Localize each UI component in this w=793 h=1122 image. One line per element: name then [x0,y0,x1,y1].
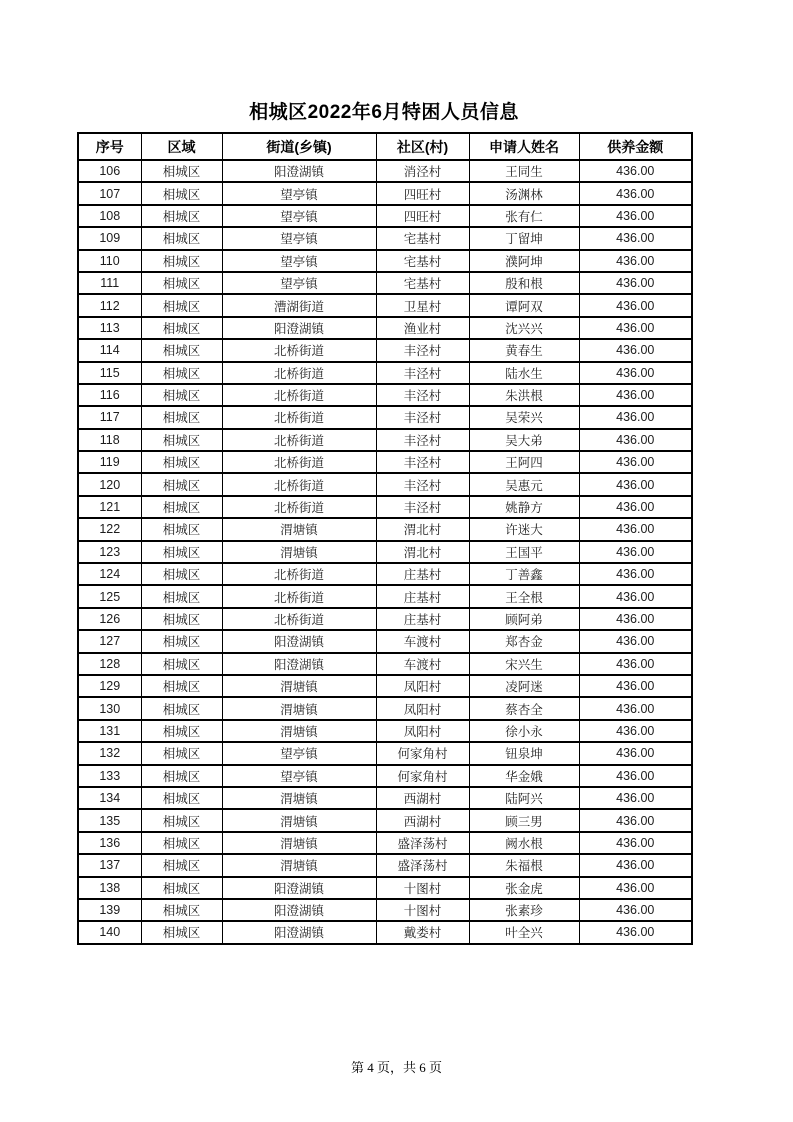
cell-town: 北桥街道 [222,496,376,518]
cell-index: 113 [78,317,141,339]
cell-amount: 436.00 [579,653,692,675]
cell-applicant-name: 张素珍 [469,899,579,921]
table-row [78,451,692,473]
cell-amount: 436.00 [579,899,692,921]
cell-region: 相城区 [141,787,222,809]
table-row [78,317,692,339]
cell-region: 相城区 [141,630,222,652]
cell-index: 132 [78,742,141,764]
table-row [78,429,692,451]
cell-region: 相城区 [141,899,222,921]
cell-amount: 436.00 [579,675,692,697]
table-row [78,160,692,182]
table-row [78,384,692,406]
cell-index: 111 [78,272,141,294]
cell-village: 十图村 [376,899,469,921]
cell-applicant-name: 谭阿双 [469,294,579,316]
cell-town: 渭塘镇 [222,675,376,697]
table-header [78,133,692,160]
cell-region: 相城区 [141,563,222,585]
cell-index: 122 [78,518,141,540]
cell-amount: 436.00 [579,518,692,540]
cell-applicant-name: 王全根 [469,585,579,607]
cell-applicant-name: 吴大弟 [469,429,579,451]
cell-index: 117 [78,406,141,428]
column-header-region: 区域 [141,133,222,160]
cell-region: 相城区 [141,317,222,339]
cell-applicant-name: 丁善鑫 [469,563,579,585]
cell-region: 相城区 [141,362,222,384]
cell-index: 107 [78,182,141,204]
cell-index: 131 [78,720,141,742]
cell-region: 相城区 [141,227,222,249]
cell-town: 阳澄湖镇 [222,921,376,943]
cell-amount: 436.00 [579,272,692,294]
cell-village: 宅基村 [376,272,469,294]
cell-region: 相城区 [141,921,222,943]
cell-index: 116 [78,384,141,406]
cell-amount: 436.00 [579,250,692,272]
cell-town: 阳澄湖镇 [222,877,376,899]
cell-town: 渭塘镇 [222,541,376,563]
cell-index: 112 [78,294,141,316]
table-row [78,250,692,272]
table-row [78,496,692,518]
cell-index: 118 [78,429,141,451]
cell-town: 望亭镇 [222,205,376,227]
cell-amount: 436.00 [579,877,692,899]
cell-village: 丰泾村 [376,473,469,495]
cell-region: 相城区 [141,697,222,719]
table-row [78,742,692,764]
cell-applicant-name: 张金虎 [469,877,579,899]
cell-amount: 436.00 [579,317,692,339]
cell-index: 108 [78,205,141,227]
column-header-village: 社区(村) [376,133,469,160]
table-row [78,630,692,652]
cell-amount: 436.00 [579,697,692,719]
cell-amount: 436.00 [579,429,692,451]
cell-region: 相城区 [141,429,222,451]
table-row [78,809,692,831]
table-row [78,205,692,227]
cell-amount: 436.00 [579,809,692,831]
cell-region: 相城区 [141,809,222,831]
cell-region: 相城区 [141,384,222,406]
cell-village: 何家角村 [376,742,469,764]
table-row [78,832,692,854]
cell-region: 相城区 [141,496,222,518]
cell-index: 126 [78,608,141,630]
cell-index: 140 [78,921,141,943]
cell-town: 北桥街道 [222,384,376,406]
cell-town: 望亭镇 [222,742,376,764]
cell-applicant-name: 郑杏金 [469,630,579,652]
cell-village: 丰泾村 [376,362,469,384]
table-row [78,877,692,899]
cell-applicant-name: 黄春生 [469,339,579,361]
cell-town: 望亭镇 [222,272,376,294]
cell-village: 西湖村 [376,809,469,831]
cell-town: 阳澄湖镇 [222,317,376,339]
cell-village: 盛泽荡村 [376,854,469,876]
column-header-amount: 供养金额 [579,133,692,160]
cell-applicant-name: 顾三男 [469,809,579,831]
cell-region: 相城区 [141,585,222,607]
cell-town: 北桥街道 [222,362,376,384]
cell-applicant-name: 阙水根 [469,832,579,854]
cell-amount: 436.00 [579,832,692,854]
table-header-row [78,133,692,160]
cell-amount: 436.00 [579,742,692,764]
cell-town: 渭塘镇 [222,518,376,540]
cell-amount: 436.00 [579,585,692,607]
cell-region: 相城区 [141,339,222,361]
table-row [78,720,692,742]
cell-amount: 436.00 [579,384,692,406]
cell-region: 相城区 [141,541,222,563]
cell-amount: 436.00 [579,294,692,316]
cell-amount: 436.00 [579,227,692,249]
cell-index: 115 [78,362,141,384]
cell-village: 渭北村 [376,518,469,540]
cell-village: 丰泾村 [376,339,469,361]
cell-applicant-name: 姚静方 [469,496,579,518]
cell-village: 四旺村 [376,205,469,227]
cell-amount: 436.00 [579,362,692,384]
cell-index: 121 [78,496,141,518]
cell-region: 相城区 [141,854,222,876]
cell-town: 渭塘镇 [222,697,376,719]
cell-region: 相城区 [141,608,222,630]
cell-town: 北桥街道 [222,429,376,451]
cell-applicant-name: 凌阿迷 [469,675,579,697]
cell-applicant-name: 张有仁 [469,205,579,227]
cell-index: 123 [78,541,141,563]
cell-applicant-name: 钮泉坤 [469,742,579,764]
page-number-footer: 第 4 页，共 6 页 [350,1060,442,1075]
page-title: 相城区2022年6月特困人员信息 [249,102,519,123]
cell-applicant-name: 朱洪根 [469,384,579,406]
table-body [78,160,692,944]
cell-index: 119 [78,451,141,473]
table-row [78,563,692,585]
column-header-town: 街道(乡镇) [222,133,376,160]
cell-applicant-name: 陆水生 [469,362,579,384]
table-row [78,541,692,563]
cell-village: 丰泾村 [376,451,469,473]
cell-index: 135 [78,809,141,831]
cell-amount: 436.00 [579,339,692,361]
table-row [78,765,692,787]
cell-applicant-name: 吴惠元 [469,473,579,495]
cell-index: 127 [78,630,141,652]
cell-village: 十图村 [376,877,469,899]
cell-town: 阳澄湖镇 [222,653,376,675]
cell-town: 阳澄湖镇 [222,899,376,921]
cell-region: 相城区 [141,877,222,899]
cell-amount: 436.00 [579,720,692,742]
table-row [78,406,692,428]
cell-amount: 436.00 [579,496,692,518]
table-row [78,585,692,607]
cell-index: 130 [78,697,141,719]
table-row [78,653,692,675]
table-row [78,608,692,630]
cell-town: 望亭镇 [222,227,376,249]
cell-applicant-name: 许迷大 [469,518,579,540]
cell-index: 133 [78,765,141,787]
cell-index: 128 [78,653,141,675]
cell-town: 望亭镇 [222,182,376,204]
cell-index: 110 [78,250,141,272]
cell-village: 消泾村 [376,160,469,182]
table-row [78,362,692,384]
cell-region: 相城区 [141,182,222,204]
cell-amount: 436.00 [579,608,692,630]
cell-applicant-name: 殷和根 [469,272,579,294]
cell-town: 望亭镇 [222,765,376,787]
cell-region: 相城区 [141,451,222,473]
cell-applicant-name: 沈兴兴 [469,317,579,339]
cell-amount: 436.00 [579,630,692,652]
cell-village: 西湖村 [376,787,469,809]
cell-region: 相城区 [141,294,222,316]
cell-village: 丰泾村 [376,429,469,451]
persons-table [77,132,693,945]
table-row [78,227,692,249]
table-row [78,182,692,204]
cell-village: 渭北村 [376,541,469,563]
cell-village: 何家角村 [376,765,469,787]
cell-index: 139 [78,899,141,921]
cell-region: 相城区 [141,720,222,742]
cell-village: 庄基村 [376,563,469,585]
cell-village: 卫星村 [376,294,469,316]
cell-town: 渭塘镇 [222,787,376,809]
cell-index: 125 [78,585,141,607]
cell-amount: 436.00 [579,921,692,943]
cell-village: 盛泽荡村 [376,832,469,854]
cell-town: 漕湖街道 [222,294,376,316]
cell-applicant-name: 蔡杏全 [469,697,579,719]
cell-town: 望亭镇 [222,250,376,272]
cell-village: 丰泾村 [376,496,469,518]
cell-index: 136 [78,832,141,854]
cell-applicant-name: 宋兴生 [469,653,579,675]
cell-amount: 436.00 [579,765,692,787]
cell-index: 114 [78,339,141,361]
cell-village: 丰泾村 [376,384,469,406]
cell-amount: 436.00 [579,160,692,182]
cell-index: 134 [78,787,141,809]
table-row [78,854,692,876]
cell-amount: 436.00 [579,787,692,809]
cell-village: 丰泾村 [376,406,469,428]
cell-amount: 436.00 [579,451,692,473]
cell-region: 相城区 [141,406,222,428]
table-row [78,675,692,697]
cell-town: 渭塘镇 [222,720,376,742]
cell-region: 相城区 [141,832,222,854]
cell-town: 渭塘镇 [222,832,376,854]
cell-region: 相城区 [141,160,222,182]
table-row [78,473,692,495]
cell-amount: 436.00 [579,205,692,227]
cell-amount: 436.00 [579,182,692,204]
cell-index: 124 [78,563,141,585]
cell-amount: 436.00 [579,473,692,495]
cell-applicant-name: 叶全兴 [469,921,579,943]
cell-town: 北桥街道 [222,339,376,361]
cell-town: 北桥街道 [222,473,376,495]
cell-amount: 436.00 [579,541,692,563]
cell-region: 相城区 [141,653,222,675]
cell-index: 120 [78,473,141,495]
cell-applicant-name: 朱福根 [469,854,579,876]
cell-town: 渭塘镇 [222,854,376,876]
cell-village: 庄基村 [376,585,469,607]
cell-village: 戴娄村 [376,921,469,943]
table-row [78,339,692,361]
cell-region: 相城区 [141,272,222,294]
cell-applicant-name: 汤渊林 [469,182,579,204]
cell-region: 相城区 [141,205,222,227]
cell-region: 相城区 [141,518,222,540]
cell-index: 138 [78,877,141,899]
table-row [78,787,692,809]
cell-village: 凤阳村 [376,697,469,719]
cell-region: 相城区 [141,250,222,272]
cell-applicant-name: 濮阿坤 [469,250,579,272]
cell-region: 相城区 [141,675,222,697]
cell-applicant-name: 华金娥 [469,765,579,787]
cell-village: 宅基村 [376,227,469,249]
cell-town: 渭塘镇 [222,809,376,831]
cell-town: 阳澄湖镇 [222,630,376,652]
cell-town: 阳澄湖镇 [222,160,376,182]
cell-town: 北桥街道 [222,406,376,428]
cell-applicant-name: 徐小永 [469,720,579,742]
cell-region: 相城区 [141,742,222,764]
cell-index: 109 [78,227,141,249]
table-row [78,921,692,943]
cell-applicant-name: 顾阿弟 [469,608,579,630]
table-row [78,899,692,921]
cell-village: 凤阳村 [376,720,469,742]
cell-town: 北桥街道 [222,608,376,630]
table-row [78,272,692,294]
cell-applicant-name: 王同生 [469,160,579,182]
column-header-applicant-name: 申请人姓名 [469,133,579,160]
cell-applicant-name: 王阿四 [469,451,579,473]
table-row [78,518,692,540]
cell-index: 106 [78,160,141,182]
cell-village: 渔业村 [376,317,469,339]
cell-applicant-name: 丁留坤 [469,227,579,249]
cell-village: 车渡村 [376,653,469,675]
cell-applicant-name: 吴荣兴 [469,406,579,428]
cell-amount: 436.00 [579,406,692,428]
cell-village: 凤阳村 [376,675,469,697]
cell-village: 四旺村 [376,182,469,204]
cell-village: 庄基村 [376,608,469,630]
cell-village: 车渡村 [376,630,469,652]
cell-region: 相城区 [141,473,222,495]
cell-town: 北桥街道 [222,451,376,473]
table-row [78,697,692,719]
cell-applicant-name: 王国平 [469,541,579,563]
cell-index: 129 [78,675,141,697]
cell-region: 相城区 [141,765,222,787]
cell-town: 北桥街道 [222,563,376,585]
cell-town: 北桥街道 [222,585,376,607]
cell-village: 宅基村 [376,250,469,272]
cell-applicant-name: 陆阿兴 [469,787,579,809]
cell-amount: 436.00 [579,854,692,876]
cell-index: 137 [78,854,141,876]
column-header-index: 序号 [78,133,141,160]
table-row [78,294,692,316]
cell-amount: 436.00 [579,563,692,585]
